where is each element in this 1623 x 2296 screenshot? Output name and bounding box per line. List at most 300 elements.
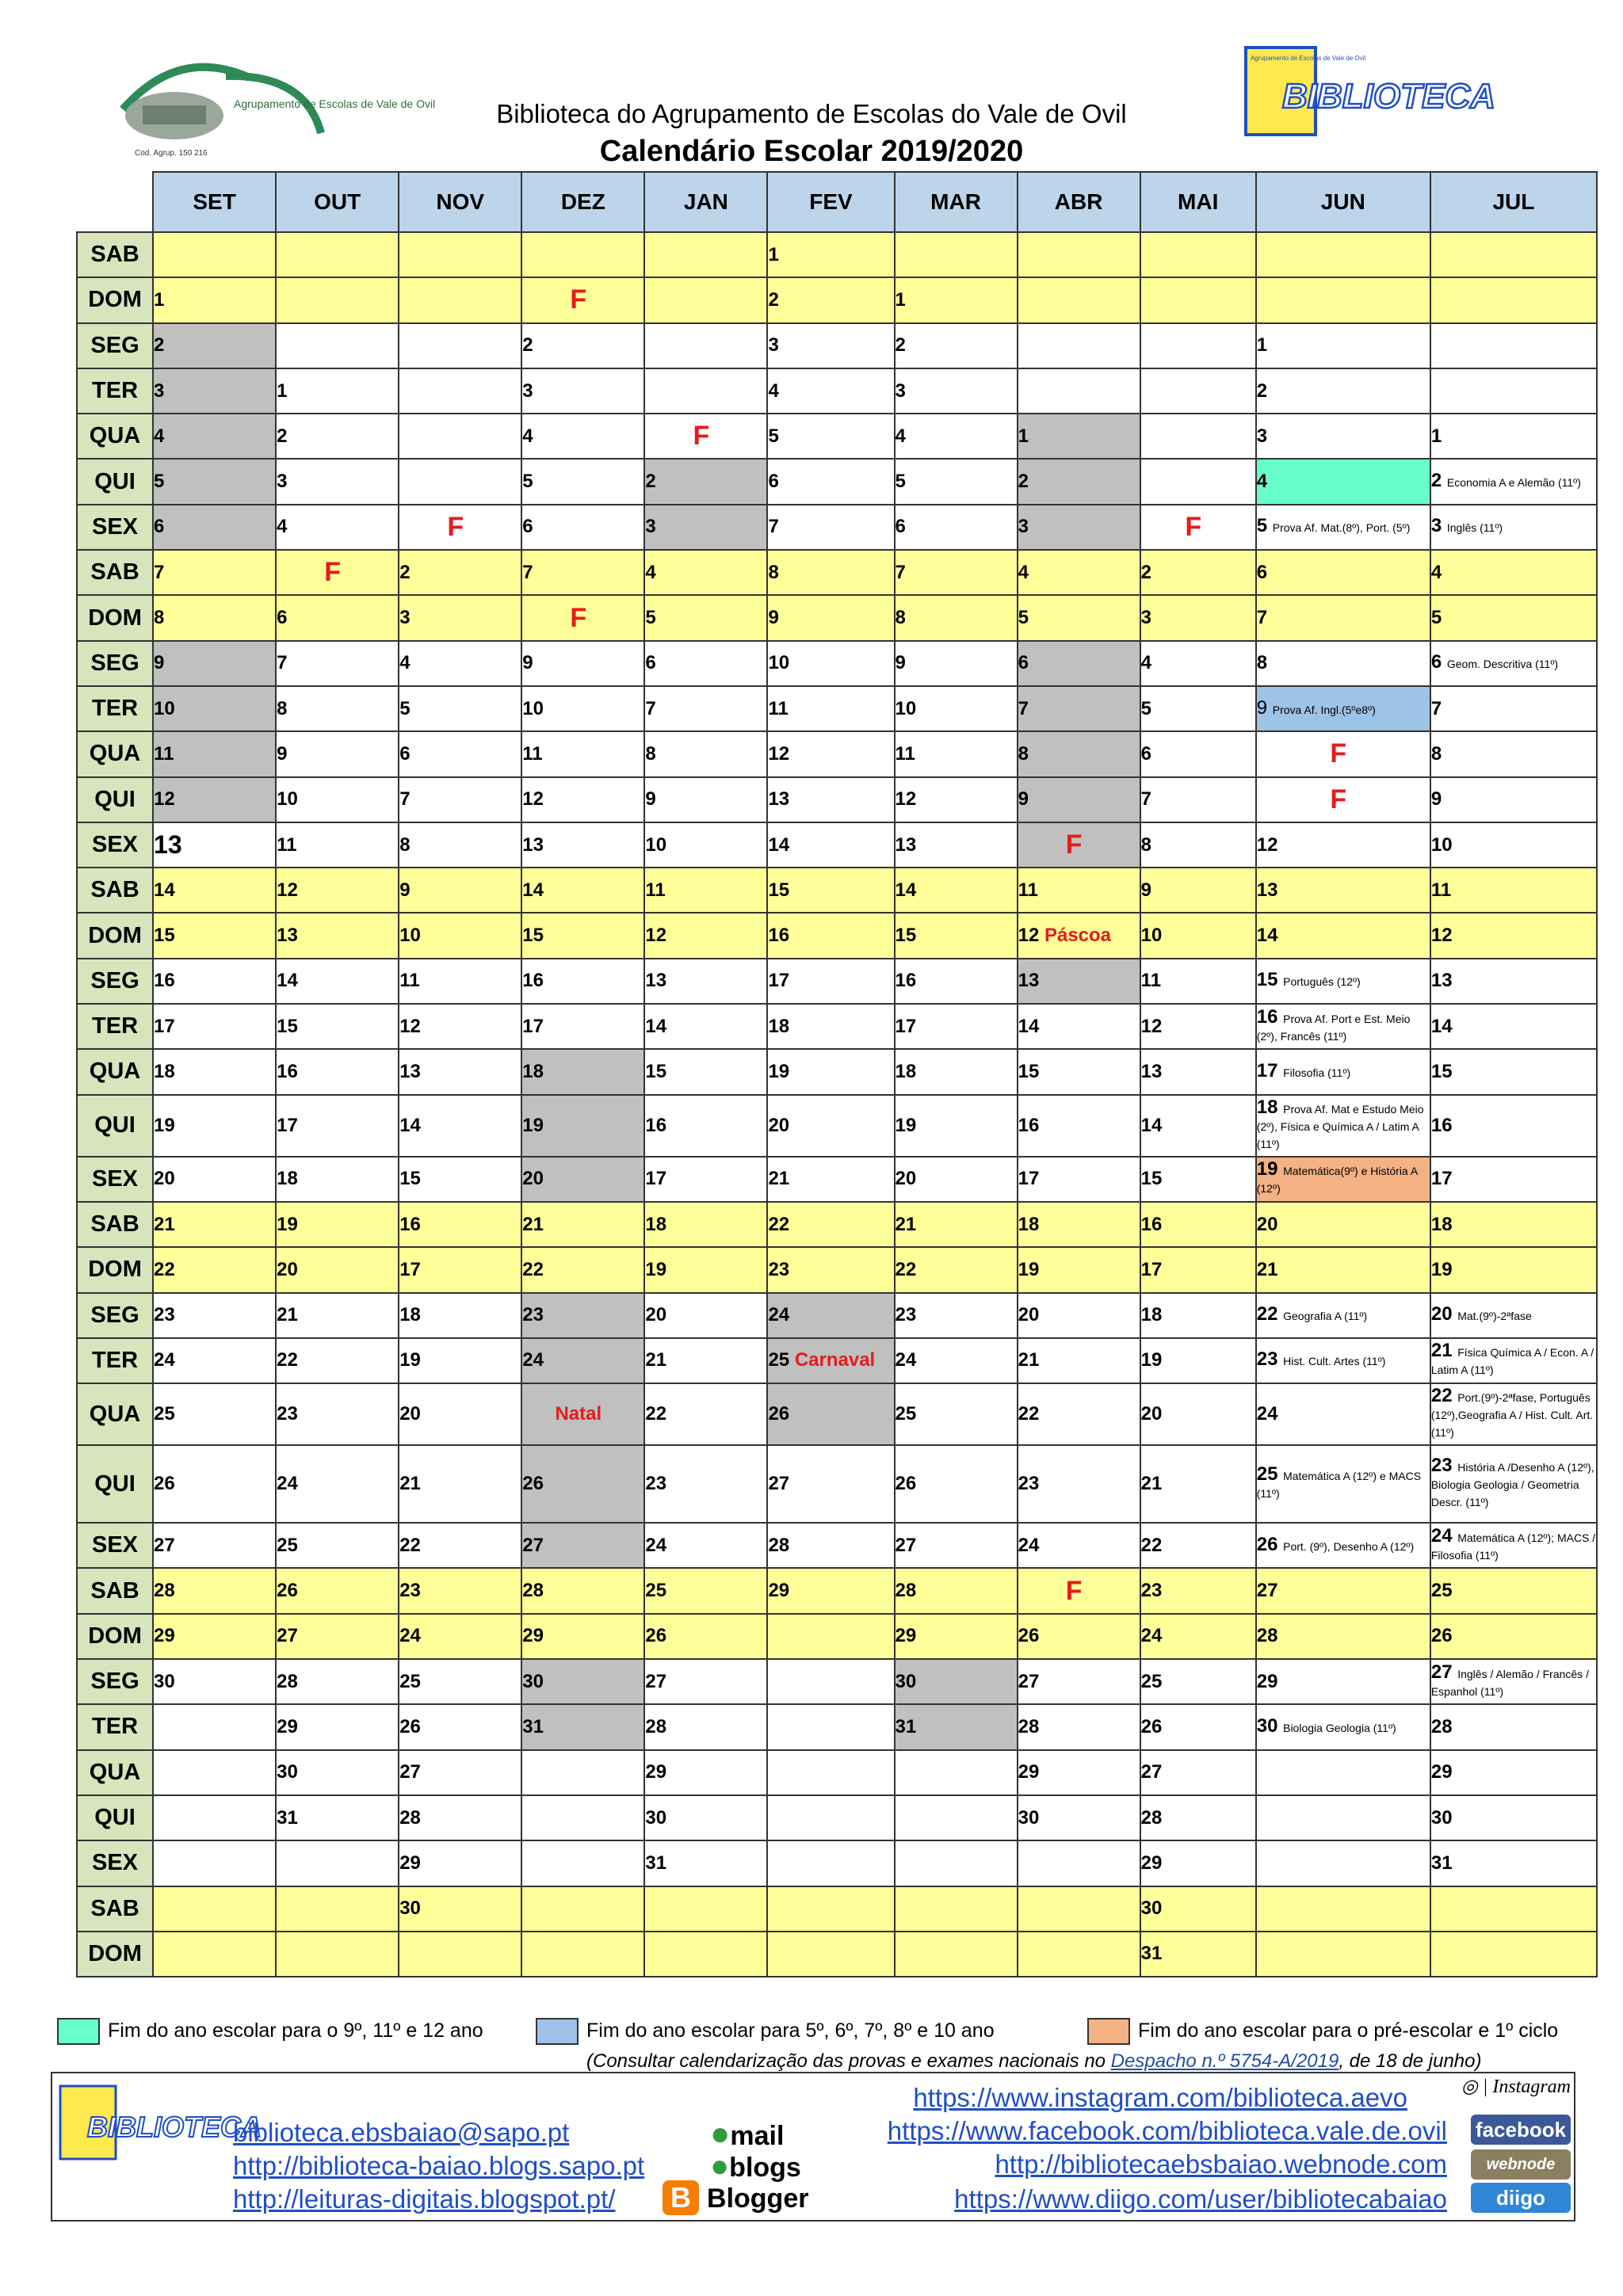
calendar-cell xyxy=(521,595,644,640)
calendar-cell xyxy=(767,1614,894,1659)
calendar-cell xyxy=(644,414,767,459)
calendar-cell: 27 xyxy=(521,1523,644,1568)
calendar-cell: 21 Física Química A / Econ. A / Latim A (11º) xyxy=(1430,1338,1597,1383)
calendar-cell: 26 xyxy=(1018,1614,1140,1659)
calendar-cell: 13 xyxy=(1018,959,1140,1004)
calendar-cell xyxy=(1256,731,1430,776)
calendar-cell: 5 xyxy=(895,459,1018,504)
calendar-cell: 7 xyxy=(521,550,644,595)
month-header: DEZ xyxy=(521,172,644,232)
calendar-cell: 17 xyxy=(1140,1247,1256,1292)
calendar-cell: 8 xyxy=(276,686,399,731)
calendar-cell xyxy=(1256,1886,1430,1932)
calendar-row xyxy=(77,505,1597,550)
calendar-cell: 27 xyxy=(153,1523,276,1568)
calendar-cell: 14 xyxy=(276,959,399,1004)
calendar-cell: 9 xyxy=(1430,777,1597,822)
calendar-row xyxy=(77,1704,1597,1749)
calendar-cell: 21 xyxy=(644,1338,767,1383)
calendar-cell: 12 xyxy=(644,913,767,958)
weekday-label: QUA xyxy=(77,731,153,776)
calendar-cell: 27 xyxy=(1140,1750,1256,1795)
calendar-cell: 18 xyxy=(1140,1293,1256,1338)
calendar-cell xyxy=(1018,1840,1140,1886)
calendar-cell: 15 xyxy=(644,1049,767,1094)
calendar-cell xyxy=(276,323,399,368)
holiday-label: Natal xyxy=(555,1403,602,1425)
exam-note: Economia A e Alemão (11º) xyxy=(1446,476,1581,490)
calendar-cell: 4 xyxy=(1140,641,1256,686)
weekday-label: SEX xyxy=(77,822,153,868)
calendar-cell: 16 xyxy=(521,959,644,1004)
calendar-cell xyxy=(644,1886,767,1932)
calendar-cell: 8 xyxy=(644,731,767,776)
calendar-cell xyxy=(399,1932,521,1977)
calendar-cell: 18 xyxy=(276,1157,399,1202)
svg-text:Agrupamento de Escolas de Vale: Agrupamento de Escolas de Vale de Ovil xyxy=(1251,55,1366,62)
calendar-cell: 2 xyxy=(1140,550,1256,595)
calendar-cell: 4 xyxy=(399,641,521,686)
calendar-cell: 28 xyxy=(1256,1614,1430,1659)
calendar-cell: 23 xyxy=(521,1293,644,1338)
calendar-cell xyxy=(1140,414,1256,459)
calendar-cell: 3 xyxy=(644,505,767,550)
calendar-cell: 9 xyxy=(1140,868,1256,913)
calendar-cell: 12 xyxy=(1140,1004,1256,1049)
calendar-cell: 7 xyxy=(276,641,399,686)
calendar-cell: 31 xyxy=(1140,1932,1256,1977)
calendar-cell: 24 xyxy=(895,1338,1018,1383)
weekday-label: QUA xyxy=(77,1383,153,1445)
calendar-cell: 24 xyxy=(767,1293,894,1338)
calendar-row xyxy=(77,959,1597,1004)
calendar-row xyxy=(77,1932,1597,1977)
calendar-cell: 14 xyxy=(1256,913,1430,958)
calendar-cell xyxy=(521,277,644,322)
calendar-cell: 28 xyxy=(276,1659,399,1704)
calendar-cell: 6 xyxy=(644,641,767,686)
calendar-cell xyxy=(895,1932,1018,1977)
calendar-cell xyxy=(1018,1886,1140,1932)
calendar-cell: 9 xyxy=(644,777,767,822)
holiday-marker: F xyxy=(570,602,587,633)
calendar-cell: 21 xyxy=(153,1202,276,1247)
calendar-cell: 19 xyxy=(1018,1247,1140,1292)
exam-note: Prova Af. Mat e Estudo Meio (2º), Física e Química A / Latim A (11º) xyxy=(1256,1102,1424,1150)
calendar-cell: 19 xyxy=(1140,1338,1256,1383)
calendar-cell: 16 xyxy=(895,959,1018,1004)
calendar-cell: 31 xyxy=(644,1840,767,1886)
calendar-cell xyxy=(399,368,521,414)
calendar-cell: 5 xyxy=(1430,595,1597,640)
sapo-blog-link[interactable]: http://biblioteca-baiao.blogs.sapo.pt xyxy=(233,2151,645,2180)
diigo-link[interactable]: https://www.diigo.com/user/bibliotecabaiao xyxy=(954,2184,1447,2214)
exam-note: Prova Af. Port e Est. Meio (2º), Francês (11º) xyxy=(1256,1012,1411,1043)
calendar-cell: 9 xyxy=(767,595,894,640)
calendar-cell xyxy=(276,1886,399,1932)
calendar-cell: 3 Inglês (11º) xyxy=(1430,505,1597,550)
calendar-cell xyxy=(767,1704,894,1749)
weekday-label: SAB xyxy=(77,1568,153,1613)
calendar-cell: 3 xyxy=(399,595,521,640)
calendar-row xyxy=(77,1614,1597,1659)
calendar-cell: 10 xyxy=(1140,913,1256,958)
exam-note: Matemática A (12º); MACS / Filosofia (11º) xyxy=(1430,1531,1596,1562)
calendar-cell: 24 xyxy=(399,1614,521,1659)
calendar-cell: 2 xyxy=(767,277,894,322)
svg-text:BIBLIOTECA: BIBLIOTECA xyxy=(87,2111,262,2143)
weekday-label: QUA xyxy=(77,1049,153,1094)
calendar-cell xyxy=(1018,323,1140,368)
calendar-cell: 6 Geom. Descritiva (11º) xyxy=(1430,641,1597,686)
calendar-row xyxy=(77,595,1597,640)
calendar-cell: 17 xyxy=(1430,1157,1597,1202)
holiday-marker: F xyxy=(1330,784,1347,814)
calendar-row xyxy=(77,777,1597,822)
exam-note: Física Química A / Econ. A / Latim A (11º) xyxy=(1430,1346,1594,1377)
calendar-cell xyxy=(1018,1932,1140,1977)
calendar-cell: 23 História A /Desenho A (12º), Biologia Geologia / Geometria Descr. (11º) xyxy=(1430,1445,1597,1523)
calendar-cell: 18 xyxy=(644,1202,767,1247)
calendar-cell: 18 xyxy=(521,1049,644,1094)
blogspot-link[interactable]: http://leituras-digitais.blogspot.pt/ xyxy=(233,2184,616,2214)
webnode-link[interactable]: http://bibliotecaebsbaiao.webnode.com xyxy=(995,2149,1447,2179)
calendar-cell: 3 xyxy=(153,368,276,414)
calendar-cell xyxy=(644,277,767,322)
calendar-cell: 20 xyxy=(276,1247,399,1292)
calendar-cell: 22 Port.(9º)-2ªfase, Português (12º),Geografia A / Hist. Cult. Art. (11º) xyxy=(1430,1383,1597,1445)
calendar-cell: 6 xyxy=(1140,731,1256,776)
weekday-label: SEX xyxy=(77,1840,153,1886)
calendar-cell xyxy=(895,1886,1018,1932)
calendar-cell: 19 xyxy=(399,1338,521,1383)
calendar-cell: 18 xyxy=(895,1049,1018,1094)
calendar-cell: 19 Matemática(9º) e História A (12º) xyxy=(1256,1157,1430,1202)
calendar-cell: 16 xyxy=(399,1202,521,1247)
calendar-cell: 11 xyxy=(644,868,767,913)
calendar-cell xyxy=(767,1750,894,1795)
calendar-cell: 30 xyxy=(521,1659,644,1704)
calendar-cell: 24 xyxy=(1256,1383,1430,1445)
instagram-link[interactable]: https://www.instagram.com/biblioteca.aevo xyxy=(913,2083,1407,2112)
calendar-cell: 13 xyxy=(276,913,399,958)
calendar-cell: 20 xyxy=(644,1293,767,1338)
calendar-cell xyxy=(1430,232,1597,277)
calendar-cell: 26 xyxy=(767,1383,894,1445)
calendar-cell xyxy=(399,232,521,277)
legend-swatch-salmon xyxy=(1087,2018,1130,2045)
calendar-cell: 15 xyxy=(521,913,644,958)
exam-note: Hist. Cult. Artes (11º) xyxy=(1283,1355,1386,1368)
calendar-cell: 11 xyxy=(521,731,644,776)
calendar-cell: 18 xyxy=(767,1004,894,1049)
calendar-cell: 9 xyxy=(276,731,399,776)
calendar-cell xyxy=(1430,1932,1597,1977)
calendar-cell xyxy=(399,505,521,550)
calendar-cell: 20 xyxy=(767,1095,894,1157)
calendar-cell: 29 xyxy=(895,1614,1018,1659)
calendar-cell: 11 xyxy=(895,731,1018,776)
calendar-cell xyxy=(1256,232,1430,277)
calendar-cell: 21 xyxy=(1256,1247,1430,1292)
calendar-cell: 10 xyxy=(153,686,276,731)
calendar-cell: 28 xyxy=(1018,1704,1140,1749)
calendar-cell: 23 xyxy=(767,1247,894,1292)
calendar-cell: 1 xyxy=(153,277,276,322)
calendar-cell: 24 xyxy=(1140,1614,1256,1659)
weekday-label: SAB xyxy=(77,868,153,913)
calendar-row xyxy=(77,1338,1597,1383)
calendar-cell: 29 xyxy=(1140,1840,1256,1886)
holiday-marker: F xyxy=(1330,738,1347,769)
calendar-cell: 10 xyxy=(521,686,644,731)
calendar-cell: 30 xyxy=(276,1750,399,1795)
weekday-label: SAB xyxy=(77,1202,153,1247)
calendar-cell: 26 xyxy=(1430,1614,1597,1659)
calendar-cell: 14 xyxy=(1140,1095,1256,1157)
facebook-link[interactable]: https://www.facebook.com/biblioteca.vale.de.ovil xyxy=(887,2116,1447,2145)
legend-swatch-blue xyxy=(536,2018,579,2045)
weekday-label: SEG xyxy=(77,323,153,368)
calendar-cell: 29 xyxy=(399,1840,521,1886)
calendar-cell: 30 xyxy=(1018,1795,1140,1840)
calendar-cell: 6 xyxy=(521,505,644,550)
calendar-row xyxy=(77,1568,1597,1613)
exam-note: Mat.(9º)-2ªfase xyxy=(1457,1310,1532,1323)
calendar-cell xyxy=(1256,1840,1430,1886)
holiday-label: Páscoa xyxy=(1044,925,1112,947)
weekday-label: QUA xyxy=(77,1750,153,1795)
footer-contacts xyxy=(51,2072,1575,2222)
calendar-cell: 8 xyxy=(1256,641,1430,686)
calendar-cell: 18 xyxy=(399,1293,521,1338)
weekday-label: SEG xyxy=(77,1293,153,1338)
calendar-cell: 28 xyxy=(399,1795,521,1840)
calendar-cell: 4 xyxy=(276,505,399,550)
exam-note: Matemática A (12º) e MACS (11º) xyxy=(1256,1470,1422,1501)
calendar-cell: 10 xyxy=(644,822,767,868)
calendar-cell xyxy=(1256,1932,1430,1977)
calendar-cell: 22 xyxy=(644,1383,767,1445)
calendar-row xyxy=(77,1523,1597,1568)
calendar-cell: 15 xyxy=(1018,1049,1140,1094)
exam-note: Port.(9º)-2ªfase, Português (12º),Geografia A / Hist. Cult. Art. (11º) xyxy=(1430,1391,1594,1440)
calendar-cell xyxy=(1256,1795,1430,1840)
calendar-cell xyxy=(521,1750,644,1795)
calendar-cell: 15 xyxy=(767,868,894,913)
weekday-label: DOM xyxy=(77,277,153,322)
calendar-cell: 14 xyxy=(895,868,1018,913)
calendar-cell: 7 xyxy=(399,777,521,822)
calendar-cell: 16 xyxy=(276,1049,399,1094)
facebook-icon: facebook xyxy=(1471,2115,1571,2145)
calendar-cell: 13 xyxy=(644,959,767,1004)
calendar-row xyxy=(77,868,1597,913)
header-subtitle: Biblioteca do Agrupamento de Escolas do Vale de Ovil xyxy=(496,99,1127,128)
calendar-row xyxy=(77,913,1597,958)
calendar-cell: 27 xyxy=(767,1445,894,1523)
weekday-label: TER xyxy=(77,368,153,414)
calendar-cell: 12 xyxy=(521,777,644,822)
calendar-cell xyxy=(767,1886,894,1932)
calendar-cell: 14 xyxy=(153,868,276,913)
calendar-cell: 7 xyxy=(767,505,894,550)
calendar-row xyxy=(77,1750,1597,1795)
calendar-cell: 13 xyxy=(1256,868,1430,913)
calendar-cell xyxy=(276,232,399,277)
calendar-cell: 6 xyxy=(153,505,276,550)
calendar-cell: 22 xyxy=(1018,1383,1140,1445)
calendar-cell xyxy=(644,368,767,414)
calendar-row xyxy=(77,1004,1597,1049)
calendar-cell: 3 xyxy=(1018,505,1140,550)
calendar-cell xyxy=(644,1932,767,1977)
calendar-cell: 25 xyxy=(644,1568,767,1613)
blogs-icon: ●blogs xyxy=(710,2149,801,2183)
calendar-cell xyxy=(153,232,276,277)
calendar-cell: 17 xyxy=(644,1157,767,1202)
diigo-icon: diigo xyxy=(1471,2183,1571,2213)
calendar-cell: 13 xyxy=(399,1049,521,1094)
calendar-cell: 28 xyxy=(521,1568,644,1613)
calendar-cell: 29 xyxy=(644,1750,767,1795)
calendar-cell: 1 xyxy=(1256,323,1430,368)
holiday-label: Carnaval xyxy=(794,1349,876,1371)
page-title: Calendário Escolar 2019/2020 xyxy=(599,135,1024,168)
calendar-cell xyxy=(276,277,399,322)
calendar-row xyxy=(77,1886,1597,1932)
calendar-cell: 31 xyxy=(276,1795,399,1840)
calendar-cell: 2 Economia A e Alemão (11º) xyxy=(1430,459,1597,504)
calendar-cell: 27 xyxy=(895,1523,1018,1568)
month-header: JUN xyxy=(1256,172,1430,232)
calendar-cell: 26 xyxy=(276,1568,399,1613)
month-header: MAI xyxy=(1140,172,1256,232)
calendar-cell: 26 xyxy=(153,1445,276,1523)
calendar-cell: 28 xyxy=(895,1568,1018,1613)
calendar-cell: 16 Prova Af. Port e Est. Meio (2º), Francês (11º) xyxy=(1256,1004,1430,1049)
calendar-cell: 29 xyxy=(153,1614,276,1659)
calendar-row xyxy=(77,1049,1597,1094)
exam-note: Filosofia (11º) xyxy=(1283,1066,1351,1079)
calendar-cell: 26 xyxy=(399,1704,521,1749)
calendar-cell: 20 xyxy=(895,1157,1018,1202)
calendar-cell: 7 xyxy=(895,550,1018,595)
calendar-cell xyxy=(644,323,767,368)
email-link[interactable]: biblioteca.ebsbaiao@sapo.pt xyxy=(233,2118,570,2147)
calendar-cell: 11 xyxy=(153,731,276,776)
calendar-cell: 15 xyxy=(1140,1157,1256,1202)
calendar-cell: 1 xyxy=(1018,414,1140,459)
calendar-cell xyxy=(1256,1750,1430,1795)
school-calendar xyxy=(76,171,1598,1978)
calendar-cell: 1 xyxy=(895,277,1018,322)
calendar-cell xyxy=(767,1840,894,1886)
calendar-cell: 20 xyxy=(521,1157,644,1202)
calendar-cell: 7 xyxy=(1140,777,1256,822)
calendar-row xyxy=(77,1202,1597,1247)
calendar-cell: 14 xyxy=(521,868,644,913)
calendar-cell: 26 Port. (9º), Desenho A (12º) xyxy=(1256,1523,1430,1568)
calendar-cell: 23 xyxy=(1018,1445,1140,1523)
calendar-cell xyxy=(767,1795,894,1840)
calendar-cell: 7 xyxy=(1256,595,1430,640)
exam-note: Geografia A (11º) xyxy=(1283,1310,1368,1323)
calendar-cell: 6 xyxy=(276,595,399,640)
decree-link[interactable]: Despacho n.º 5754-A/2019 xyxy=(1110,2050,1339,2072)
calendar-cell xyxy=(153,1840,276,1886)
calendar-cell: 21 xyxy=(895,1202,1018,1247)
holiday-marker: F xyxy=(570,284,587,315)
calendar-cell: 16 xyxy=(1430,1095,1597,1157)
weekday-label: TER xyxy=(77,1004,153,1049)
calendar-cell: 22 xyxy=(399,1523,521,1568)
calendar-cell xyxy=(1018,822,1140,868)
calendar-cell: 25 Carnaval xyxy=(767,1338,894,1383)
calendar-cell: 23 Hist. Cult. Artes (11º) xyxy=(1256,1338,1430,1383)
calendar-cell: 30 xyxy=(153,1659,276,1704)
calendar-cell xyxy=(895,232,1018,277)
legend-swatch-mint xyxy=(57,2018,100,2045)
exam-note: Prova Af. Ingl.(5ºe8º) xyxy=(1272,703,1376,716)
calendar-cell: 7 xyxy=(153,550,276,595)
calendar-cell: 3 xyxy=(1256,414,1430,459)
calendar-cell: 25 xyxy=(399,1659,521,1704)
calendar-cell: 15 xyxy=(1430,1049,1597,1094)
calendar-cell xyxy=(521,1886,644,1932)
calendar-cell: 2 xyxy=(521,323,644,368)
calendar-cell: 12 xyxy=(276,868,399,913)
calendar-cell xyxy=(276,1932,399,1977)
calendar-cell xyxy=(895,1840,1018,1886)
calendar-cell: 17 xyxy=(153,1004,276,1049)
calendar-cell xyxy=(895,1795,1018,1840)
weekday-label: SEX xyxy=(77,505,153,550)
weekday-label: DOM xyxy=(77,913,153,958)
calendar-row xyxy=(77,1293,1597,1338)
calendar-cell: 10 xyxy=(399,913,521,958)
calendar-cell: 4 xyxy=(895,414,1018,459)
calendar-cell: 21 xyxy=(1018,1338,1140,1383)
weekday-label: DOM xyxy=(77,1932,153,1977)
instagram-icon: ◎ | Instagram xyxy=(1461,2077,1571,2097)
calendar-cell: 14 xyxy=(1430,1004,1597,1049)
calendar-cell: 20 Mat.(9º)-2ªfase xyxy=(1430,1293,1597,1338)
exam-note: Matemática(9º) e História A (12º) xyxy=(1256,1165,1418,1196)
weekday-label: TER xyxy=(77,1704,153,1749)
calendar-cell: 26 xyxy=(644,1614,767,1659)
weekday-label: QUA xyxy=(77,414,153,459)
weekday-label: SAB xyxy=(77,232,153,277)
weekday-label: QUI xyxy=(77,1095,153,1157)
calendar-cell: 25 xyxy=(895,1383,1018,1445)
calendar-row xyxy=(77,277,1597,322)
calendar-cell: 19 xyxy=(276,1202,399,1247)
calendar-cell: 5 xyxy=(767,414,894,459)
svg-text:Cod. Agrup. 150 216: Cod. Agrup. 150 216 xyxy=(135,149,208,158)
calendar-cell: 11 xyxy=(1140,959,1256,1004)
calendar-cell: 22 xyxy=(767,1202,894,1247)
calendar-cell: 19 xyxy=(521,1095,644,1157)
calendar-cell xyxy=(1018,277,1140,322)
calendar-cell: 27 xyxy=(1256,1568,1430,1613)
calendar-cell: 11 xyxy=(1430,868,1597,913)
calendar-cell: 17 xyxy=(521,1004,644,1049)
weekday-label: TER xyxy=(77,1338,153,1383)
calendar-cell: 18 Prova Af. Mat e Estudo Meio (2º), Física e Química A / Latim A (11º) xyxy=(1256,1095,1430,1157)
calendar-cell: 30 xyxy=(895,1659,1018,1704)
holiday-marker: F xyxy=(1065,830,1083,860)
